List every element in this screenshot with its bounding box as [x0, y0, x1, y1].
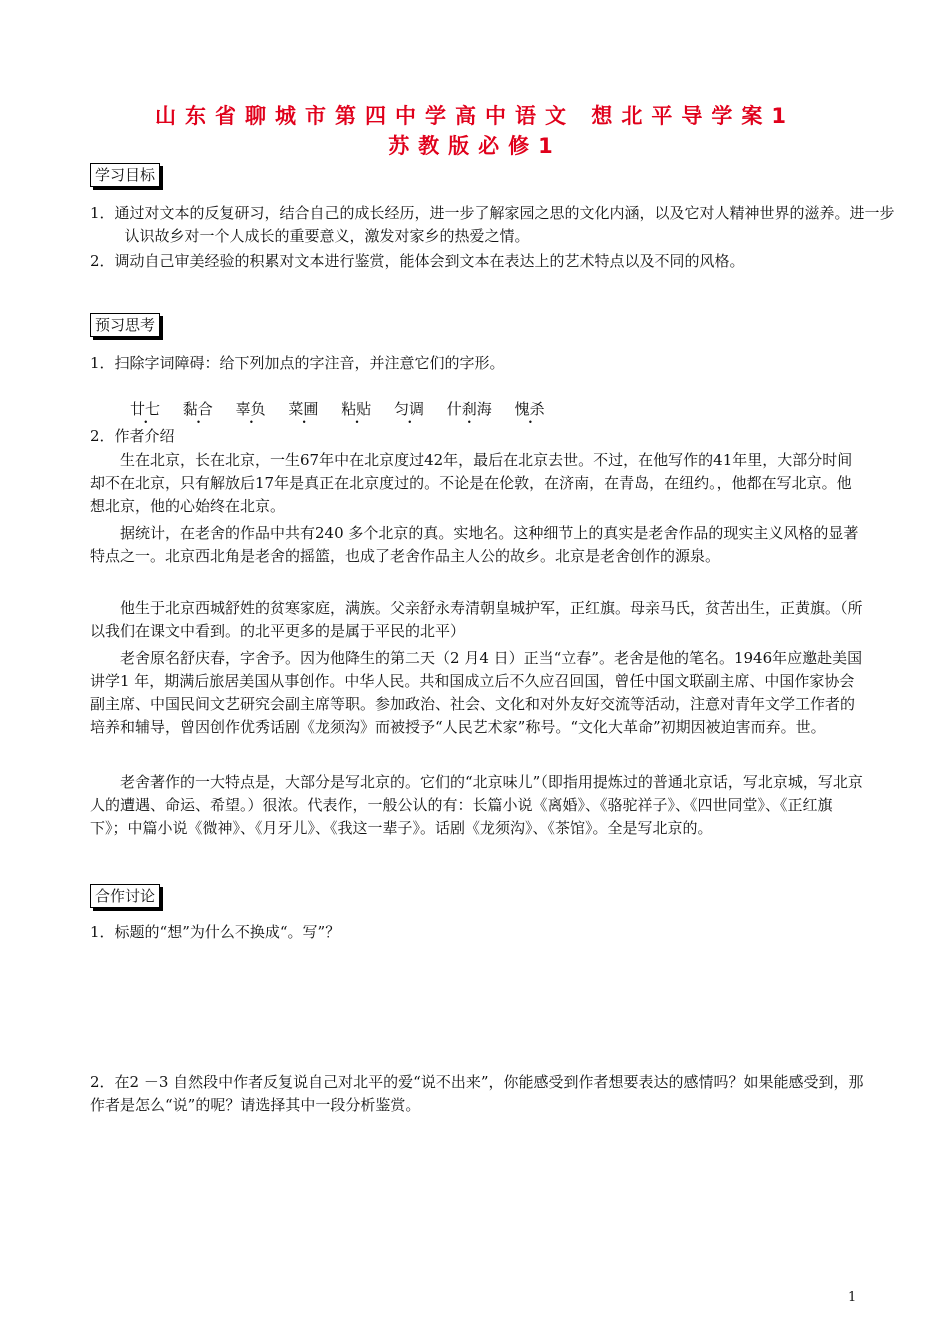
vocab-word: 匀调 [393, 400, 424, 418]
goal-item-1: 1．通过对文本的反复研习，结合自己的成长经历，进一步了解家园之思的文化内涵，以及它对人精神世界的滋养。进一步认识故乡对一个人成长的重要意义，激发对家乡的热爱之情。 [90, 204, 895, 245]
section-heading-discuss: 合作讨论 [90, 884, 160, 908]
vocab-word: 廿七 [130, 400, 161, 418]
section-heading-preview: 预习思考 [90, 313, 160, 337]
vocab-word: 什刹海 [446, 400, 492, 418]
author-paragraph-4: 老舍原名舒庆春，字舍予。因为他降生的第二天（2 月4 日）正当“立春”。老舍是他的笔名。1946年应邀赴美国讲学1 年，期满后旅居美国从事创作。中华人民。共和国成立后不久应召回国，曾任中国文联副主席、中国作家协会副主席、中国民间文艺研究会副主席等职。参加政治、社会、文化和对外友好交流等活动，注意对青年文学工作者的培养和辅导，曾因创作优秀话剧《龙须沟》而被授予“人民艺术家”称号。“文化大革命”初期因被迫害而弃。世。 [90, 649, 863, 736]
page-number: 1 [848, 1290, 857, 1305]
discuss-question-1: 1．标题的“想”为什么不换成“。写”？ [90, 923, 341, 941]
doc-title-line1: 山东省聊城市第四中学高中语文 想北平导学案1 [155, 104, 795, 128]
vocab-word: 菜圃 [288, 400, 319, 418]
preview-item-1: 1．扫除字词障碍：给下列加点的字注音，并注意它们的字形。 [90, 354, 505, 372]
section-heading-goals: 学习目标 [90, 163, 160, 187]
vocab-word: 愧杀 [514, 400, 545, 418]
preview-item-2-heading: 2．作者介绍 [90, 427, 175, 445]
doc-title-line2: 苏教版必修1 [388, 134, 562, 158]
author-paragraph-1: 生在北京，长在北京，一生67年中在北京度过42年，最后在北京去世。不过，在他写作的41年里，大部分时间却不在北京，只有解放后17年是真正在北京度过的。不论是在伦敦，在济南，在青岛，在纽约。，他都在写北京。他想北京，他的心始终在北京。 [90, 451, 853, 515]
author-paragraph-3: 他生于北京西城舒姓的贫寒家庭，满族。父亲舒永寿清朝皇城护军，正红旗。母亲马氏，贫苦出生，正黄旗。（所以我们在课文中看到。的北平更多的是属于平民的北平） [90, 599, 863, 640]
goal-item-2: 2．调动自己审美经验的积累对文本进行鉴赏，能体会到文本在表达上的艺术特点以及不同的风格。 [90, 252, 745, 270]
vocab-word: 黏合 [182, 400, 213, 418]
author-paragraph-5: 老舍著作的一大特点是，大部分是写北京的。它们的“北京味儿”（即指用提炼过的普通北京话，写北京城，写北京人的遭遇、命运、希望。）很浓。代表作，一般公认的有：长篇小说《离婚》、《骆驼祥子》、《四世同堂》、《正红旗下》；中篇小说《微神》、《月牙儿》、《我这一辈子》。话剧《龙须沟》、《茶馆》。全是写北京的。 [90, 773, 863, 837]
vocab-word: 粘贴 [341, 400, 372, 418]
vocab-word: 辜负 [235, 400, 266, 418]
vocab-word-list [130, 398, 563, 419]
author-paragraph-2: 据统计，在老舍的作品中共有240 多个北京的真。实地名。这种细节上的真实是老舍作品的现实主义风格的显著特点之一。北京西北角是老舍的摇篮，也成了老舍作品主人公的故乡。北京是老舍创作的源泉。 [90, 524, 859, 565]
discuss-question-2: 2．在2 －3 自然段中作者反复说自己对北平的爱“说不出来”，你能感受到作者想要表达的感情吗？如果能感受到，那作者是怎么“说”的呢？请选择其中一段分析鉴赏。 [90, 1073, 864, 1114]
